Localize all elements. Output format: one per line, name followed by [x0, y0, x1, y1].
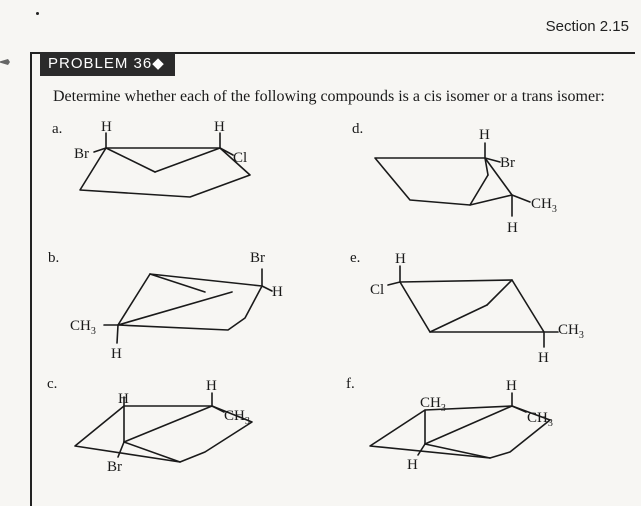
substituent-label: H [206, 378, 217, 394]
structure-c [47, 376, 252, 475]
substituent-label: Br [74, 146, 89, 162]
substituent-label: $CH_3$ [531, 196, 557, 215]
substituent-label: Cl [233, 150, 248, 166]
substituent-label: H [214, 119, 225, 135]
structure-e [350, 250, 584, 366]
item-letter: b. [48, 250, 60, 266]
substituent-label: H [101, 119, 112, 135]
item-letter: f. [346, 376, 355, 392]
structure-f [346, 376, 553, 473]
problem-prompt: Determine whether each of the following compounds is a cis isomer or a trans isomer: [53, 88, 605, 105]
substituent-label: Br [107, 459, 122, 475]
substituent-label: $CH_3$ [420, 395, 446, 414]
item-letter: d. [352, 121, 364, 137]
substituent-label: $CH_3$ [558, 322, 584, 341]
item-letter: a. [52, 121, 63, 137]
item-letter: c. [47, 376, 58, 392]
substituent-label: Cl [370, 282, 385, 298]
substituent-label: $CH_3$ [224, 408, 250, 427]
substituent-label: Br [500, 155, 515, 171]
substituent-label: H [407, 457, 418, 473]
substituent-label: $CH_3$ [527, 410, 553, 429]
structure-d [352, 121, 557, 236]
substituent-label: H [395, 251, 406, 267]
substituent-label: H [507, 220, 518, 236]
substituent-label: $CH_3$ [70, 318, 96, 337]
structure-b [48, 250, 283, 362]
substituent-label: H [118, 391, 129, 407]
substituent-label: H [538, 350, 549, 366]
substituent-label: H [506, 378, 517, 394]
problem-badge: PROBLEM 36◆ [40, 52, 175, 76]
substituent-label: H [111, 346, 122, 362]
section-label: Section 2.15 [545, 18, 629, 35]
substituent-label: H [272, 284, 283, 300]
substituent-label: H [479, 127, 490, 143]
substituent-label: Br [250, 250, 265, 266]
item-letter: e. [350, 250, 361, 266]
structure-a [52, 119, 250, 197]
